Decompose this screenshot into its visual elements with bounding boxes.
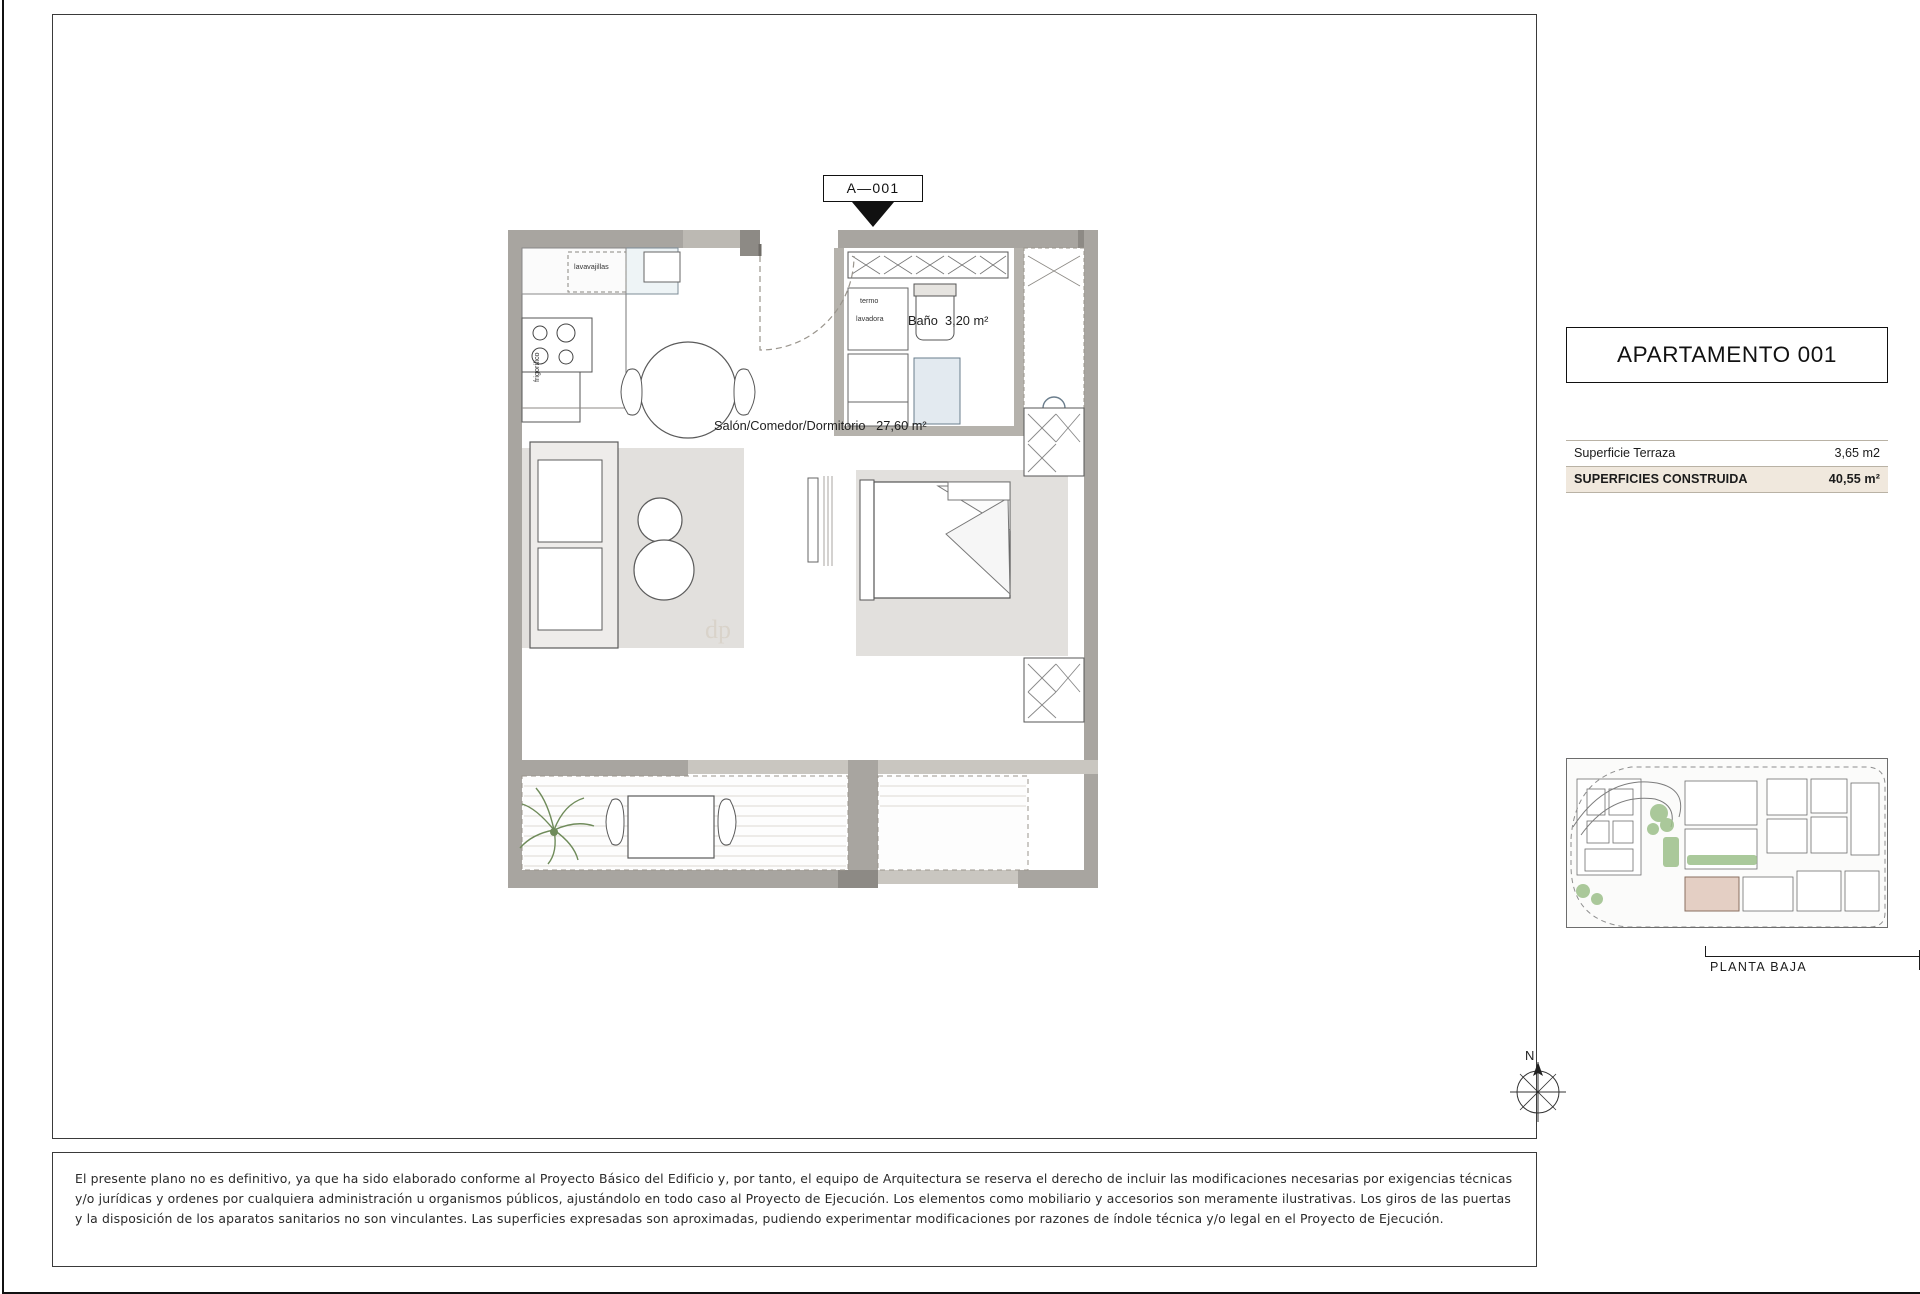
floor-plan-svg — [508, 230, 1218, 910]
apartment-title: APARTAMENTO 001 — [1617, 342, 1837, 367]
surface-value: 40,55 m² — [1828, 472, 1880, 486]
title-block-panel — [1560, 0, 1920, 1280]
compass-north-label: N — [1525, 1048, 1535, 1063]
room-label-bath-text: Baño — [908, 313, 938, 328]
appliance-label-dishwasher: lavavajillas — [574, 262, 609, 271]
section-marker-arrow-icon — [852, 202, 894, 227]
table-row — [1566, 467, 1888, 493]
room-label-bath — [908, 313, 988, 328]
table-row — [1566, 440, 1888, 467]
appliance-label-fridge: frigorífico — [532, 352, 541, 382]
room-label-living-area: 27,60 m² — [876, 418, 927, 433]
keyplan-label: PLANTA BAJA — [1710, 960, 1808, 974]
keyplan-underline — [1705, 956, 1920, 957]
disclaimer-note-box — [52, 1152, 1537, 1267]
surface-label: Superficie Terraza — [1574, 446, 1676, 460]
floor-plan-drawing — [508, 230, 1218, 910]
surface-value: 3,65 m2 — [1834, 446, 1880, 460]
plan-frame — [52, 14, 1537, 1139]
key-plan-thumbnail — [1566, 758, 1888, 928]
appliance-label-boiler: termo — [860, 296, 879, 305]
room-label-living-text: Salón/Comedor/Dormitorio — [714, 418, 866, 433]
surfaces-table — [1566, 440, 1888, 493]
surface-label: SUPERFICIES CONSTRUIDA — [1574, 472, 1748, 486]
room-label-bath-area: 3,20 m² — [945, 313, 989, 328]
apartment-title-box — [1566, 327, 1888, 383]
section-marker-a001 — [823, 175, 923, 227]
section-marker-label: A—001 — [823, 175, 923, 202]
watermark: dp — [705, 615, 731, 644]
appliance-label-washer: lavadora — [856, 314, 884, 323]
room-label-living — [714, 418, 927, 433]
disclaimer-note-text: El presente plano no es definitivo, ya que ha sido elaborado conforme al Proyecto Básico del Edificio y, por tanto, el equipo de Arquitectura se reserva el derecho de incluir las modificaciones necesarias por exigencias técnicas y/o jurídicas y ordenes por cualquiera administración u organismos públicos, ajustándolo en todo caso al Proyecto de Ejecución. Los elementos como mobiliario y accesorios son meramente ilustrativas. Los giros de las puertas y la disposición de los aparatos sanitarios no son vinculantes. Las superficies expresadas son aproximadas, pudiendo experimentar modificaciones por razones de índole técnica y/o legal en el Proyecto de Ejecución. — [75, 1171, 1513, 1227]
